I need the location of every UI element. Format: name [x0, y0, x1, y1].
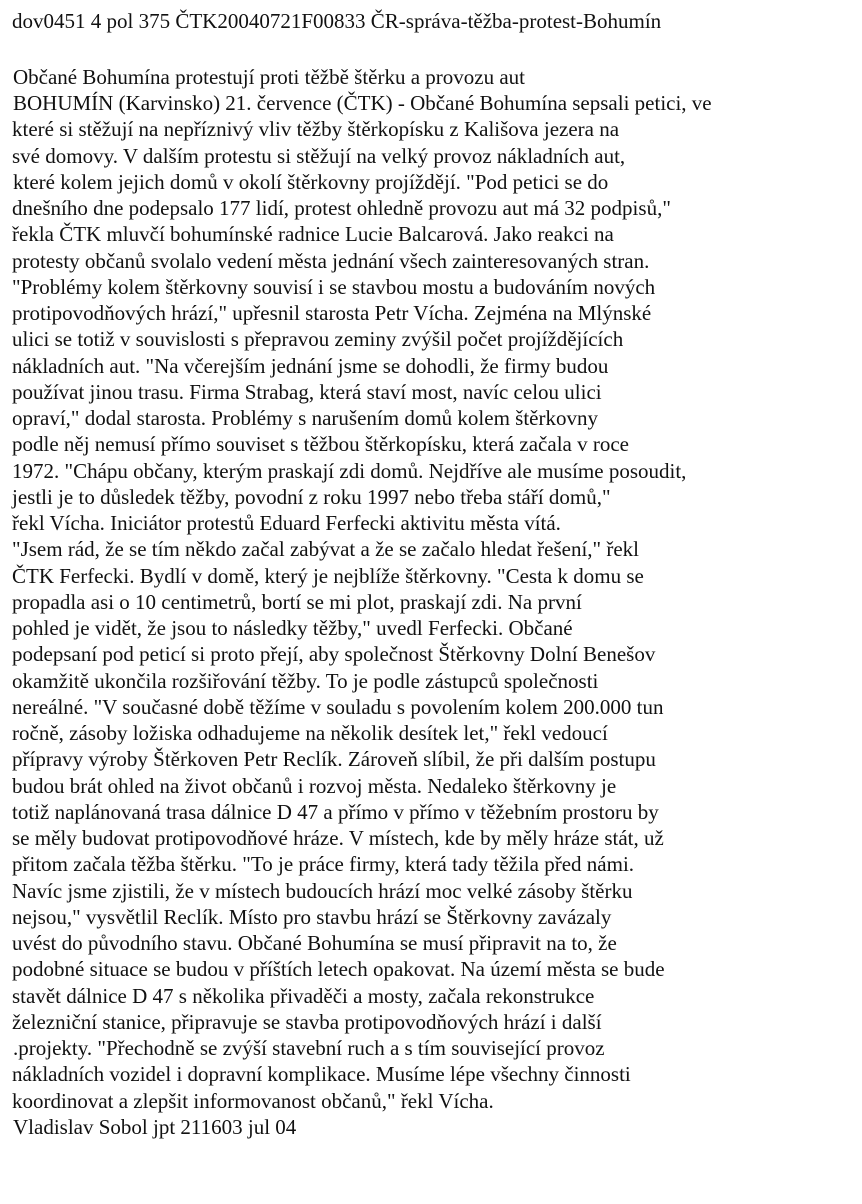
article-body-line: řekla ČTK mluvčí bohumínské radnice Lucie Balcarová. Jako reakci na	[12, 222, 614, 246]
article-body-line: ulici se totiž v souvislosti s přepravou zeminy zvýšil počet projíždějících	[12, 327, 624, 351]
article-body-line: používat jinou trasu. Firma Strabag, která staví most, navíc celou ulici	[12, 380, 602, 404]
article-body-line: opraví," dodal starosta. Problémy s narušením domů kolem štěrkovny	[12, 406, 598, 430]
article-body-line: "Jsem rád, že se tím někdo začal zabývat a že se začalo hledat řešení," řekl	[12, 537, 640, 561]
article-body-line: protipovodňových hrází," upřesnil starosta Petr Vícha. Zejména na Mlýnské	[12, 301, 652, 325]
article-body-line: 1972. "Chápu občany, kterým praskají zdi domů. Nejdříve ale musíme posoudit,	[12, 459, 687, 483]
article-body-line: propadla asi o 10 centimetrů, bortí se mi plot, praskají zdi. Na první	[12, 590, 582, 614]
article-body-line: uvést do původního stavu. Občané Bohumína se musí připravit na to, že	[12, 931, 617, 955]
article-body-line: přípravy výroby Štěrkoven Petr Reclík. Zároveň slíbil, že při dalším postupu	[12, 747, 656, 771]
article-footer: Vladislav Sobol jpt 211603 jul 04	[13, 1115, 297, 1139]
document-header: dov0451 4 pol 375 ČTK20040721F00833 ČR-správa-těžba-protest-Bohumín	[12, 9, 662, 33]
article-body-line: BOHUMÍN (Karvinsko) 21. července (ČTK) - Občané Bohumína sepsali petici, ve	[13, 91, 712, 115]
article-body-line: jestli je to důsledek těžby, povodní z roku 1997 nebo třeba stáří domů,"	[12, 485, 611, 509]
article-body-line: okamžitě ukončila rozšiřování těžby. To je podle zástupců společnosti	[12, 669, 599, 693]
article-body-line: nákladních aut. "Na včerejším jednání jsme se dohodli, že firmy budou	[12, 354, 609, 378]
article-body-line: .projekty. "Přechodně se zvýší stavební ruch a s tím související provoz	[13, 1036, 605, 1060]
article-body-line: dnešního dne podepsalo 177 lidí, protest ohledně provozu aut má 32 podpisů,"	[12, 196, 671, 220]
article-body-line: ČTK Ferfecki. Bydlí v domě, který je nejblíže štěrkovny. "Cesta k domu se	[12, 564, 644, 588]
article-body-line: protesty občanů svolalo vedení města jednání všech zainteresovaných stran.	[12, 249, 650, 273]
article-body-line: nereálné. "V současné době těžíme v souladu s povolením kolem 200.000 tun	[12, 695, 664, 719]
article-body-line: podobné situace se budou v příštích letech opakovat. Na území města se bude	[12, 957, 665, 981]
article-body-line: které si stěžují na nepříznivý vliv těžby štěrkopísku z Kališova jezera na	[12, 117, 620, 141]
article-body-line: podle něj nemusí přímo souviset s těžbou štěrkopísku, která začala v roce	[12, 432, 629, 456]
article-body-line: své domovy. V dalším protestu si stěžují na velký provoz nákladních aut,	[12, 144, 626, 168]
article-body-line: totiž naplánovaná trasa dálnice D 47 a přímo v přímo v těžebním prostoru by	[12, 800, 659, 824]
article-body-line: Navíc jsme zjistili, že v místech budoucích hrází moc velké zásoby štěrku	[12, 879, 633, 903]
article-body-line: se měly budovat protipovodňové hráze. V místech, kde by měly hráze stát, už	[12, 826, 664, 850]
article-body-line: "Problémy kolem štěrkovny souvisí i se stavbou mostu a budováním nových	[12, 275, 656, 299]
article-body-line: přitom začala těžba štěrku. "To je práce firmy, která tady těžila před námi.	[12, 852, 635, 876]
article-body-line: stavět dálnice D 47 s několika přivaděči a mosty, začala rekonstrukce	[12, 984, 595, 1008]
article-body-line: které kolem jejich domů v okolí štěrkovny projíždějí. "Pod petici se do	[13, 170, 609, 194]
article-body-line: budou brát ohled na život občanů i rozvoj města. Nedaleko štěrkovny je	[12, 774, 617, 798]
article-title: Občané Bohumína protestují proti těžbě štěrku a provozu aut	[13, 65, 526, 89]
article-body-line: řekl Vícha. Iniciátor protestů Eduard Ferfecki aktivitu města vítá.	[12, 511, 561, 535]
article-body-line: nejsou," vysvětlil Reclík. Místo pro stavbu hrází se Štěrkovny zavázaly	[12, 905, 612, 929]
article-body-line: nákladních vozidel i dopravní komplikace. Musíme lépe všechny činnosti	[12, 1062, 631, 1086]
article-body-line: podepsaní pod peticí si proto přejí, aby společnost Štěrkovny Dolní Benešov	[12, 642, 656, 666]
article-body-line: ročně, zásoby ložiska odhadujeme na několik desítek let," řekl vedoucí	[12, 721, 608, 745]
article-body-line: železniční stanice, připravuje se stavba protipovodňových hrází i další	[12, 1010, 602, 1034]
article-body-line: pohled je vidět, že jsou to následky těžby," uvedl Ferfecki. Občané	[12, 616, 573, 640]
article-body-line: koordinovat a zlepšit informovanost občanů," řekl Vícha.	[12, 1089, 494, 1113]
